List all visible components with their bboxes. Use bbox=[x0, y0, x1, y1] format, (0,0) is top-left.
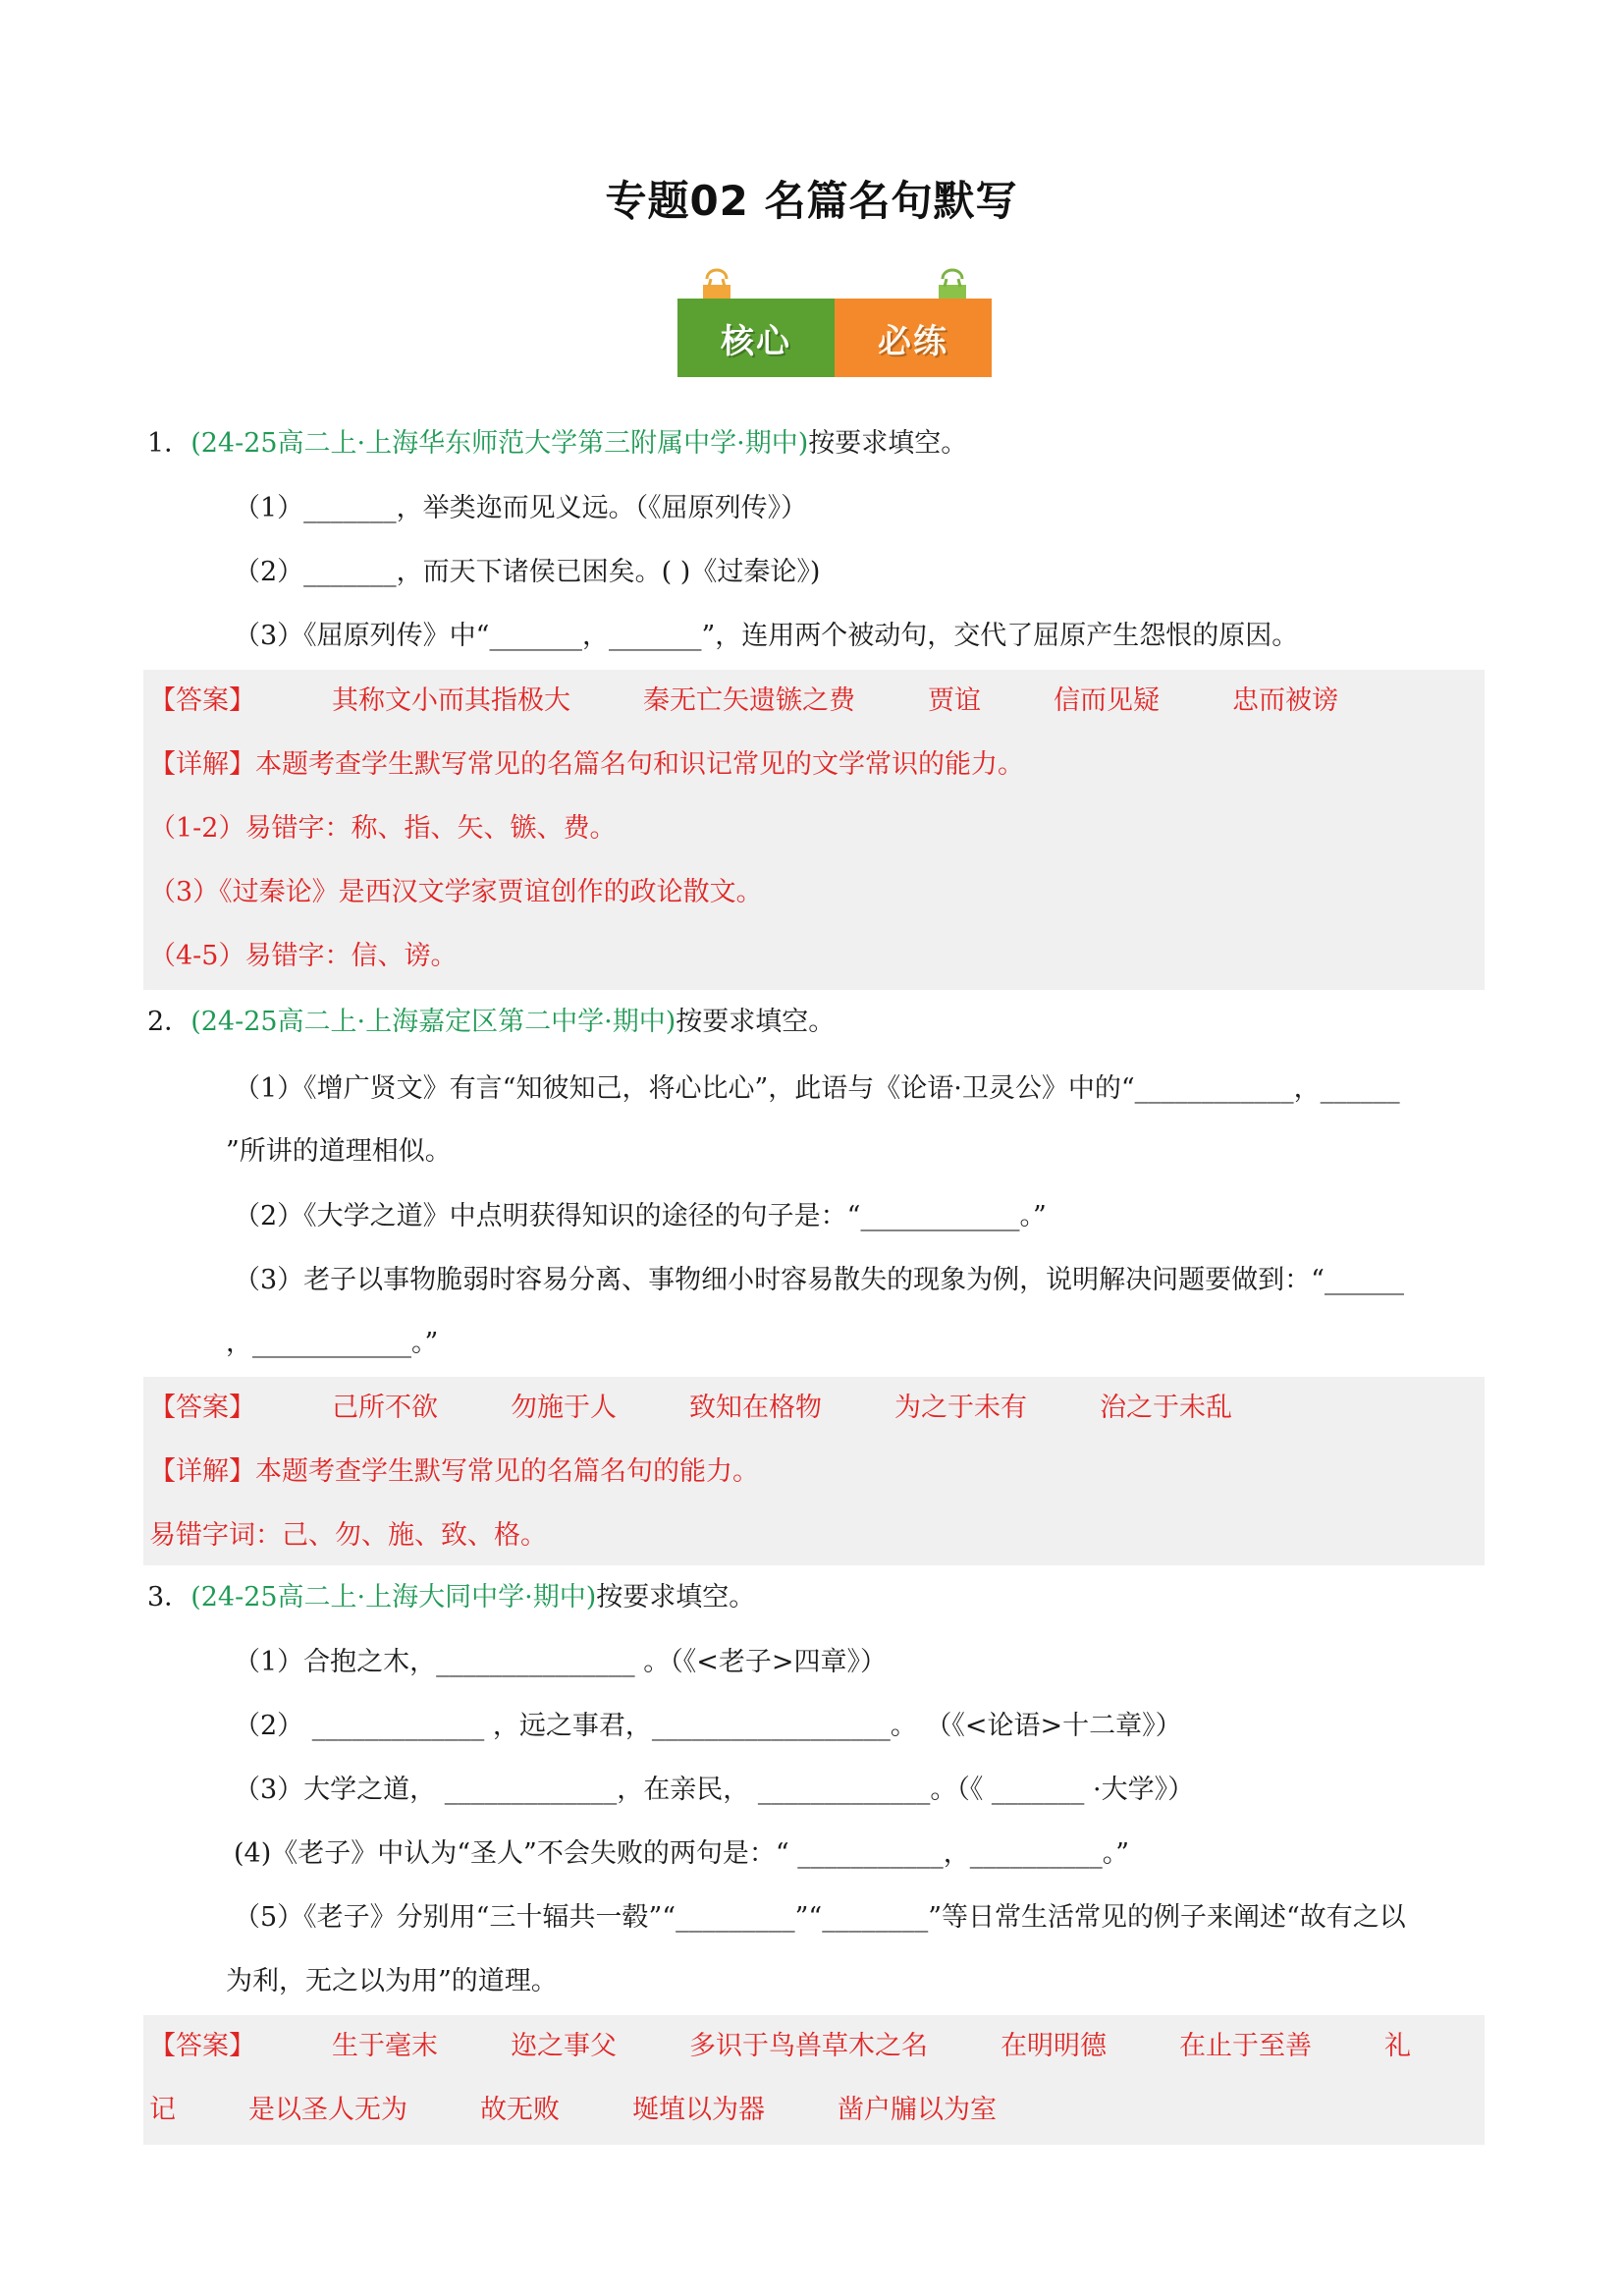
question-3-item-4: (4)《老子》中认为“圣人”不会失败的两句是：“ ___________，__________。” bbox=[234, 1838, 1130, 1869]
question-3-item-3: （3）大学之道， _____________，在亲民， _____________。（《 _______ ·大学》） bbox=[234, 1775, 1195, 1805]
answer-row: 【答案】 其称文小而其指极大 秦无亡矢遗镞之费 贾谊 信而见疑 忠而被谤 bbox=[149, 685, 1338, 716]
question-3-header: 3．(24-25高二上·上海大同中学·期中)按要求填空。 bbox=[147, 1582, 756, 1613]
detail-note: （3）《过秦论》是西汉文学家贾谊创作的政论散文。 bbox=[149, 877, 763, 907]
question-1-header: 1．(24-25高二上·上海华东师范大学第三附属中学·期中)按要求填空。 bbox=[147, 428, 968, 459]
question-2-item-1: （1）《增广贤文》有言“知彼知己，将心比心”，此语与《论语·卫灵公》中的“____________，______ bbox=[234, 1073, 1400, 1104]
question-source: (24-25高二上·上海大同中学·期中) bbox=[190, 1582, 597, 1613]
question-1-item-1: （1）_______，举类迩而见义远。（《屈原列传》） bbox=[234, 493, 808, 523]
detail-note: 易错字词：己、勿、施、致、格。 bbox=[149, 1520, 547, 1551]
question-1-item-2: （2）_______，而天下诸侯已困矣。( )《过秦论》) bbox=[234, 557, 821, 587]
question-2-item-1-cont: ”所讲的道理相似。 bbox=[226, 1136, 452, 1167]
badge-core: 核心 bbox=[677, 299, 835, 377]
question-3-item-2: （2） _____________ ，远之事君，__________________。 （《<论语>十二章》） bbox=[234, 1711, 1182, 1741]
question-2-item-3-cont: ，____________。” bbox=[226, 1328, 439, 1358]
answer-row: 【答案】 己所不欲 勿施于人 致知在格物 为之于未有 治之于未乱 bbox=[149, 1393, 1232, 1423]
question-3-item-5-cont: 为利，无之以为用”的道理。 bbox=[226, 1966, 558, 1996]
detail-note: （4-5）易错字：信、谤。 bbox=[149, 941, 458, 971]
badge-must-practice: 必练 bbox=[835, 299, 992, 377]
detail-row: 【详解】本题考查学生默写常见的名篇名句和识记常见的文学常识的能力。 bbox=[149, 749, 1024, 780]
question-2-item-2: （2）《大学之道》中点明获得知识的途径的句子是：“____________。” bbox=[234, 1201, 1047, 1231]
question-1-item-3: （3）《屈原列传》中“_______，_______”，连用两个被动句，交代了屈原产生怨恨的原因。 bbox=[234, 621, 1299, 651]
detail-row: 【详解】本题考查学生默写常见的名篇名句的能力。 bbox=[149, 1456, 759, 1487]
question-3-item-5: （5）《老子》分别用“三十辐共一毂”“_________”“________”等日常生活常见的例子来阐述“故有之以 bbox=[234, 1902, 1406, 1933]
question-2-item-3: （3）老子以事物脆弱时容易分离、事物细小时容易散失的现象为例，说明解决问题要做到：“______ bbox=[234, 1265, 1404, 1295]
core-practice-badge bbox=[677, 265, 992, 379]
answer-row: 记 是以圣人无为 故无败 埏埴以为器 凿户牖以为室 bbox=[149, 2095, 997, 2125]
detail-note: （1-2）易错字：称、指、矢、镞、费。 bbox=[149, 813, 617, 844]
question-2-header: 2．(24-25高二上·上海嘉定区第二中学·期中)按要求填空。 bbox=[147, 1007, 836, 1037]
answer-row: 【答案】 生于毫末 迩之事父 多识于鸟兽草木之名 在明明德 在止于至善 礼 bbox=[149, 2031, 1411, 2061]
question-source: (24-25高二上·上海华东师范大学第三附属中学·期中) bbox=[190, 428, 809, 459]
question-source: (24-25高二上·上海嘉定区第二中学·期中) bbox=[190, 1007, 676, 1037]
question-3-item-1: （1）合抱之木，_______________ 。（《<老子>四章》） bbox=[234, 1647, 888, 1677]
page-title: 专题02 名篇名句默写 bbox=[605, 177, 1018, 225]
